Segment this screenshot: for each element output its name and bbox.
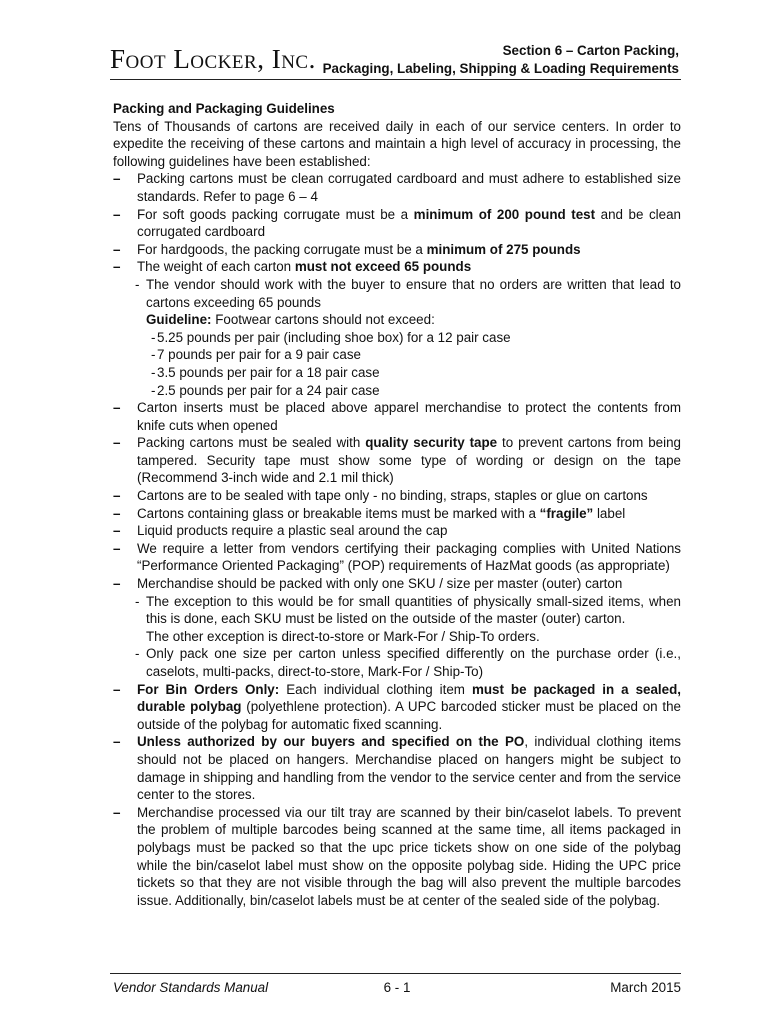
sub-item-text: Only pack one size per carton unless specified differently on the purchase order (i.e., caselots, multi-packs, direct-to-store, Mark-For / Ship-To) xyxy=(146,646,681,679)
header-rule xyxy=(110,79,681,80)
sub-item-text: 3.5 pounds per pair for a 18 pair case xyxy=(157,364,380,380)
sub-item-text: The vendor should work with the buyer to ensure that no orders are written that lead to cartons exceeding 65 pounds xyxy=(146,276,681,310)
publish-date: March 2015 xyxy=(610,980,681,995)
sub-sub-item xyxy=(113,382,681,400)
sub-sub-item xyxy=(113,346,681,364)
sub-item-text: 7 pounds per pair for a 9 pair case xyxy=(157,347,361,363)
item-emphasis: must not exceed 65 pounds xyxy=(294,259,472,275)
bullet: – xyxy=(113,681,121,697)
company-logo: Foot Locker, Inc. xyxy=(110,44,316,74)
item-text: , individual clothing items should not be placed on hangers. Merchandise placed on hangers might be subject to damage in shipping and handling from the vendor to the service center and from the service center to the stores. xyxy=(137,734,681,803)
list-item xyxy=(113,487,681,505)
item-text: Liquid products require a plastic seal around the cap xyxy=(137,523,448,539)
item-text: to prevent cartons from being tampered. Security tape must show some type of wording or design on the tape (Recommend 3-inch wide and 2.1 mil thick) xyxy=(137,435,681,486)
sub-item xyxy=(113,276,681,311)
item-text: Merchandise processed via our tilt tray are scanned by their bin/caselot labels. To prevent the problem of multiple barcodes being scanned at the same time, all items packaged in polybags must be packed so that the upc price tickets show on one side of the polybag while the bin/caselot label must show on the opposite polybag side. Hiding the UPC price tickets so that they are not visible through the bag will also prevent the multiple barcodes issue. Additionally, bin/caselot labels must be at center of the sealed side of the polybag. xyxy=(137,804,681,908)
bullet: – xyxy=(113,540,121,556)
guideline-line xyxy=(113,311,681,329)
list-item xyxy=(113,170,681,205)
section-subtitle: Packaging, Labeling, Shipping & Loading Requirements xyxy=(322,61,679,76)
item-text: and be clean corrugated cardboard xyxy=(137,206,681,240)
item-emphasis: Unless authorized by our buyers and specified on the PO xyxy=(137,734,525,750)
list-item xyxy=(113,522,681,540)
item-text: We require a letter from vendors certifying their packaging complies with United Nations “Performance Oriented Packaging” (POP) requirements of HazMat goods (as appropriate) xyxy=(137,540,681,574)
item-emphasis: For Bin Orders Only: xyxy=(137,681,280,697)
list-item xyxy=(113,681,681,734)
list-item xyxy=(113,804,681,910)
item-emphasis: “fragile” xyxy=(539,505,594,521)
sub-item-text: 5.25 pounds per pair (including shoe box) for a 12 pair case xyxy=(157,329,511,345)
bullet: – xyxy=(113,435,121,451)
sub-bullet: - xyxy=(135,276,140,292)
item-text: Each individual clothing item xyxy=(279,681,472,697)
list-item xyxy=(113,206,681,241)
bullet: – xyxy=(113,259,121,275)
sub-bullet: - xyxy=(135,646,140,662)
section-header xyxy=(323,42,679,78)
bullet: – xyxy=(113,523,121,539)
list-item xyxy=(113,399,681,434)
item-text: (polyethlene protection). A UPC barcoded sticker must be placed on the outside of the polybag for automatic fixed scanning. xyxy=(137,699,681,732)
list-item xyxy=(113,733,681,803)
bullet: – xyxy=(113,804,121,820)
list-item xyxy=(113,434,681,487)
bullet: – xyxy=(113,206,121,222)
page-number: 6 - 1 xyxy=(383,980,411,995)
sub-bullet: - xyxy=(135,593,140,609)
page-content xyxy=(113,100,681,909)
bullet: – xyxy=(113,171,121,187)
sub-sub-item xyxy=(113,364,681,382)
item-text: Carton inserts must be placed above apparel merchandise to protect the contents from knife cuts when opened xyxy=(137,400,681,433)
section-title: Section 6 – Carton Packing, xyxy=(502,43,679,58)
sub-bullet: - xyxy=(151,347,156,363)
bullet: – xyxy=(113,400,121,416)
section-heading: Packing and Packaging Guidelines xyxy=(113,101,335,116)
item-text: Packing cartons must be clean corrugated cardboard and must adhere to established size standards. Refer to page 6 – 4 xyxy=(137,171,681,204)
item-text: Packing cartons must be sealed with xyxy=(137,435,366,451)
footer-rule xyxy=(110,973,681,974)
bullet: – xyxy=(113,576,121,592)
sub-bullet: - xyxy=(151,329,156,345)
item-emphasis: minimum of 275 pounds xyxy=(426,241,581,257)
manual-title: Vendor Standards Manual xyxy=(113,980,269,995)
item-emphasis: minimum of 200 pound test xyxy=(413,206,596,222)
guideline-text: Footwear cartons should not exceed: xyxy=(211,312,435,328)
guideline-label: Guideline: xyxy=(146,312,212,328)
item-text: label xyxy=(593,505,626,521)
sub-item-text: The exception to this would be for small quantities of physically small-sized items, when this is done, each SKU must be listed on the outside of the master (outer) carton. xyxy=(146,593,681,627)
item-text: For hardgoods, the packing corrugate must be a xyxy=(137,241,427,257)
list-item xyxy=(113,241,681,259)
bullet: – xyxy=(113,734,121,750)
sub-bullet: - xyxy=(151,364,156,380)
item-emphasis: must be packaged in a sealed, durable polybag xyxy=(137,681,681,715)
intro-paragraph: Tens of Thousands of cartons are received daily in each of our service centers. In order to expedite the receiving of these cartons and maintain a high level of accuracy in processing, the following guidelines have been established: xyxy=(113,118,681,169)
sub-item xyxy=(113,645,681,680)
sub-item-continuation: The other exception is direct-to-store or Mark-For / Ship-To orders. xyxy=(146,628,540,644)
list-item xyxy=(113,575,681,593)
item-text: Cartons are to be sealed with tape only - no binding, straps, staples or glue on cartons xyxy=(137,488,648,504)
sub-bullet: - xyxy=(151,382,156,398)
item-text: For soft goods packing corrugate must be a xyxy=(137,206,414,222)
item-text: Cartons containing glass or breakable items must be marked with a xyxy=(137,505,540,521)
list-item xyxy=(113,258,681,276)
item-text: The weight of each carton xyxy=(137,259,295,275)
item-emphasis: quality security tape xyxy=(365,435,498,451)
bullet: – xyxy=(113,505,121,521)
bullet: – xyxy=(113,488,121,504)
list-item xyxy=(113,505,681,523)
item-text: Merchandise should be packed with only one SKU / size per master (outer) carton xyxy=(137,576,623,592)
sub-sub-item xyxy=(113,329,681,347)
sub-item xyxy=(113,593,681,628)
bullet: – xyxy=(113,241,121,257)
sub-item-text: 2.5 pounds per pair for a 24 pair case xyxy=(157,382,380,398)
list-item xyxy=(113,540,681,575)
